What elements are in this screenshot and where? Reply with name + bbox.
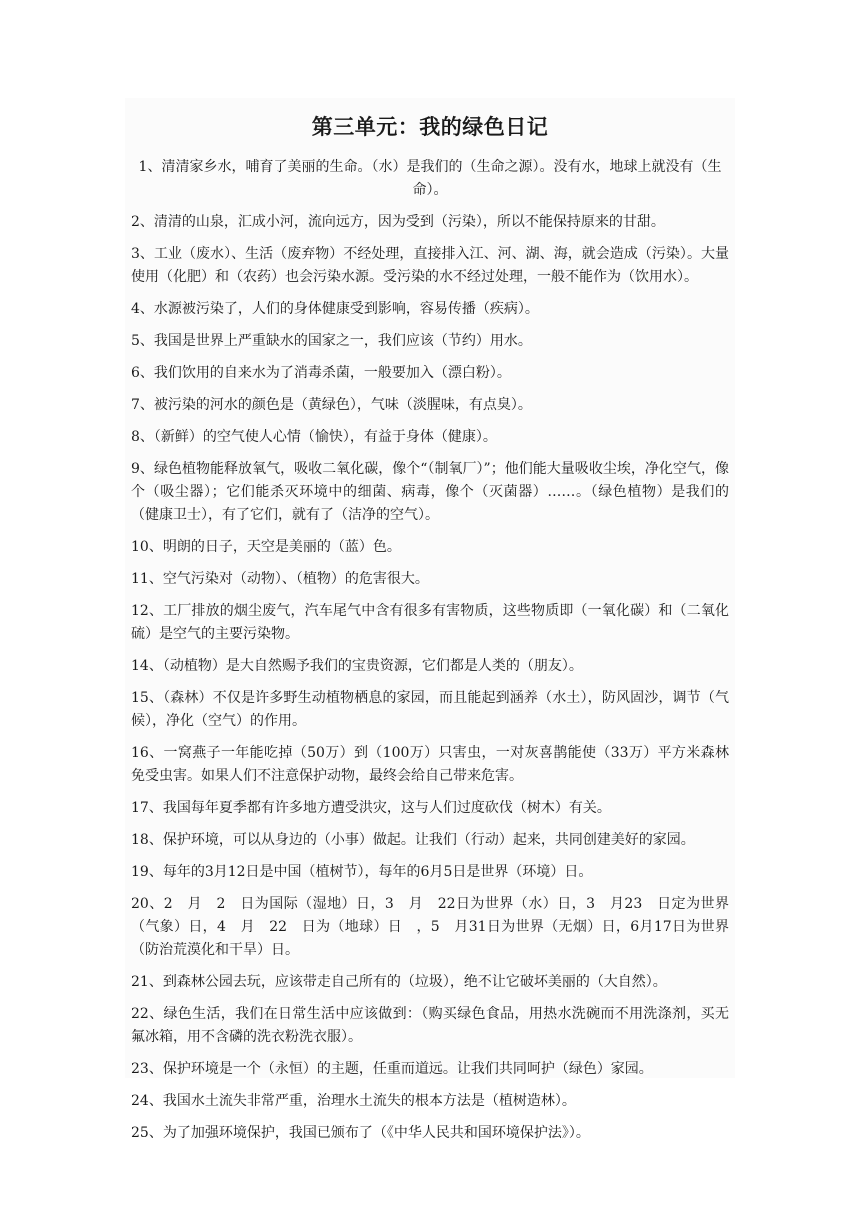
item-list <box>125 156 735 1145</box>
list-item: 14、（动植物）是大自然赐予我们的宝贵资源，它们都是人类的（朋友）。 <box>131 658 583 674</box>
list-item: 18、保护环境，可以从身边的（小事）做起。让我们（行动）起来，共同创建美好的家园。 <box>131 832 695 848</box>
list-item: 12、工厂排放的烟尘废气，汽车尾气中含有很多有害物质，这些物质即（一氧化碳）和（二氧化硫）是空气的主要污染物。 <box>131 603 729 642</box>
list-item: 4、水源被污染了，人们的身体健康受到影响，容易传播（疾病）。 <box>131 301 539 317</box>
list-item: 17、我国每年夏季都有许多地方遭受洪灾，这与人们过度砍伐（树木）有关。 <box>131 800 611 816</box>
list-item: 15、（森林）不仅是许多野生动植物栖息的家园，而且能起到涵养（水土），防风固沙，调节（气候），净化（空气）的作用。 <box>131 690 729 729</box>
list-item: 1、清清家乡水，哺育了美丽的生命。（水）是我们的（生命之源）。没有水，地球上就没有（生命）。 <box>138 159 722 198</box>
list-item: 25、为了加强环境保护，我国已颁布了（《中华人民共和国环境保护法》）。 <box>131 1125 590 1141</box>
list-item: 10、明朗的日子，天空是美丽的（蓝）色。 <box>131 539 401 555</box>
list-item: 11、空气污染对（动物）、（植物）的危害很大。 <box>131 571 429 587</box>
list-item: 2、清清的山泉，汇成小河，流向远方，因为受到（污染），所以不能保持原来的甘甜。 <box>131 214 665 230</box>
list-item: 16、一窝燕子一年能吃掉（50万）到（100万）只害虫，一对灰喜鹊能使（33万）平方米森林免受虫害。如果人们不注意保护动物，最终会给自己带来危害。 <box>131 745 729 784</box>
list-item: 9、绿色植物能释放氧气，吸收二氧化碳，像个“（制氧厂）”；他们能大量吸收尘埃，净化空气，像个（吸尘器）；它们能杀灭环境中的细菌、病毒，像个（灭菌器）……。（绿色植物）是我们的（健康卫士），有了它们，就有了（洁净的空气）。 <box>131 461 729 523</box>
list-item: 3、工业（废水）、生活（废弃物）不经处理，直接排入江、河、湖、海，就会造成（污染）。大量使用（化肥）和（农药）也会污染水源。受污染的水不经过处理，一般不能作为（饮用水）。 <box>131 246 729 285</box>
list-item: 24、我国水土流失非常严重，治理水土流失的根本方法是（植树造林）。 <box>131 1093 576 1109</box>
list-item: 8、（新鲜）的空气使人心情（愉快），有益于身体（健康）。 <box>131 429 497 445</box>
list-item: 5、我国是世界上严重缺水的国家之一，我们应该（节约）用水。 <box>131 333 532 349</box>
list-item: 6、我们饮用的自来水为了消毒杀菌，一般要加入（漂白粉）。 <box>131 365 511 381</box>
list-item: 20、2 月 2 日为国际（湿地）日，3 月 22日为世界（水）日，3 月23 日定为世界（气象）日，4 月 22 日为（地球）日 ，5 月31日为世界（无烟）日，6月17日为世界（防治荒漠化和干旱）日。 <box>131 896 729 958</box>
list-item: 22、绿色生活，我们在日常生活中应该做到：（购买绿色食品，用热水洗碗而不用洗涤剂，买无氟冰箱，用不含磷的洗衣粉洗衣服）。 <box>131 1006 729 1045</box>
list-item: 21、到森林公园去玩，应该带走自己所有的（垃圾），绝不让它破坏美丽的（大自然）。 <box>131 974 667 990</box>
list-item: 23、保护环境是一个（永恒）的主题，任重而道远。让我们共同呵护（绿色）家园。 <box>131 1061 653 1077</box>
list-item: 19、每年的3月12日是中国（植树节），每年的6月5日是世界（环境）日。 <box>131 864 593 880</box>
document-title: 第三单元：我的绿色日记 <box>311 115 549 139</box>
document-body <box>125 98 735 1141</box>
list-item: 7、被污染的河水的颜色是（黄绿色），气味（淡腥味，有点臭）。 <box>131 397 532 413</box>
